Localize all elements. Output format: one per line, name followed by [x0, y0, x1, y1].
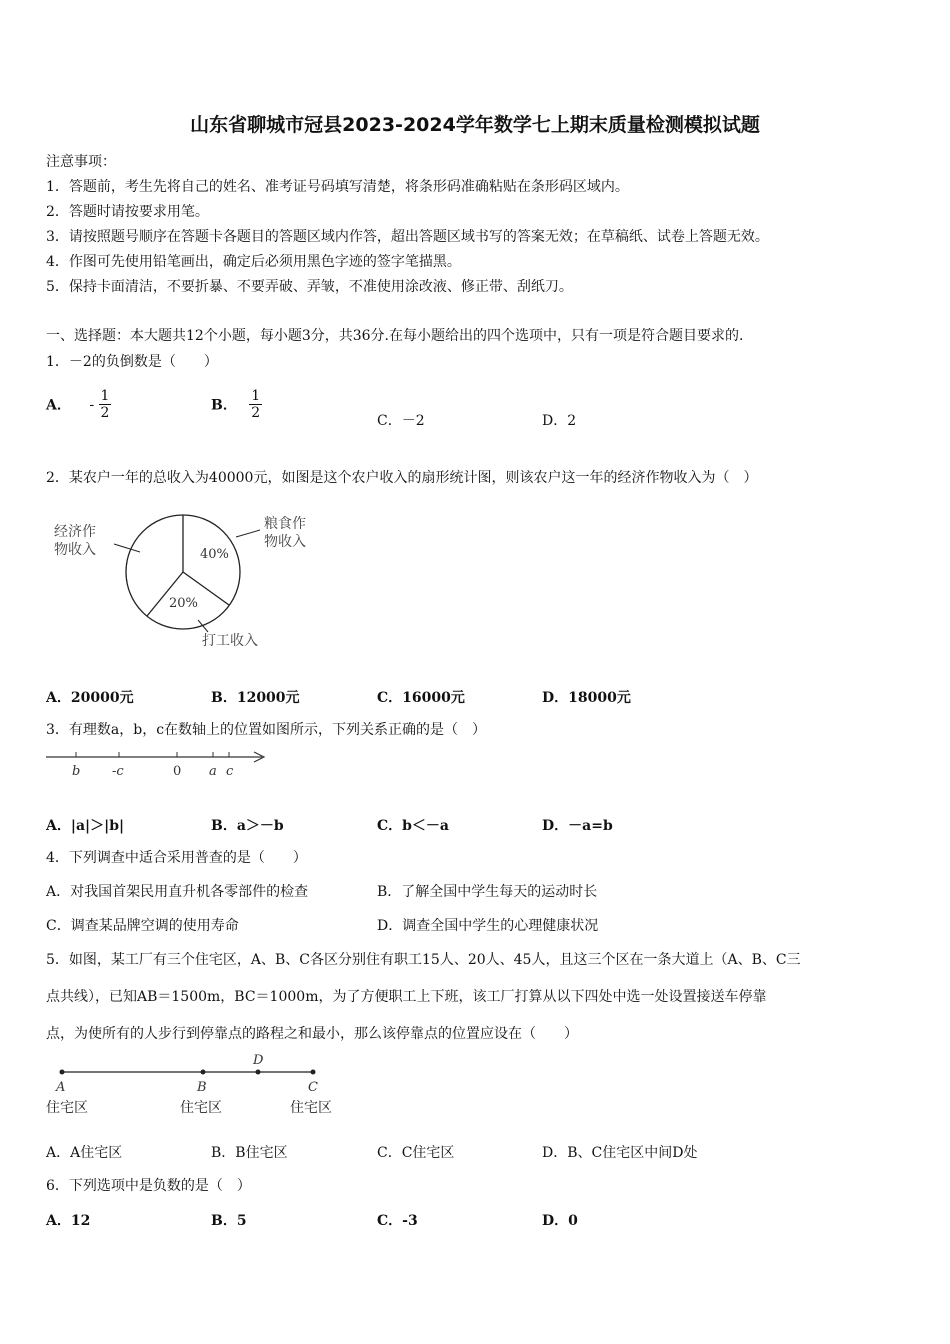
notice-item-5: 5．保持卡面清洁，不要折暴、不要弄破、弄皱，不准使用涂改液、修正带、刮纸刀。 [46, 279, 573, 295]
label-a: A [56, 1080, 66, 1095]
q1-stem: 1．－2的负倒数是（ ） [46, 354, 218, 370]
q5-option-a: A．A住宅区 [46, 1145, 123, 1161]
q6-option-b: B．5 [211, 1213, 247, 1229]
q6-option-c: C．-3 [377, 1213, 418, 1229]
point-d [256, 1070, 261, 1075]
residence-b: 住宅区 [180, 1100, 222, 1116]
q1-option-b-label: B． [211, 397, 237, 414]
q1-option-d: D．2 [542, 413, 577, 429]
notice-heading: 注意事项： [46, 154, 116, 170]
q6-stem: 6．下列选项中是负数的是（ ） [46, 1178, 251, 1194]
label-c: C [308, 1080, 318, 1095]
q4-option-d: D．调查全国中学生的心理健康状况 [377, 918, 599, 934]
q3-option-c: C．b＜－a [377, 818, 450, 834]
q2-option-b: B．12000元 [211, 690, 300, 706]
q4-option-a: A．对我国首架民用直升机各零部件的检查 [46, 884, 309, 900]
q4-stem: 4．下列调查中适合采用普查的是（ ） [46, 850, 307, 866]
pie-label-cash-crop-1: 经济作 [54, 524, 96, 540]
axis-label-neg-c: -c [112, 764, 124, 779]
pie-pct-grain: 40% [200, 547, 229, 562]
point-b [201, 1070, 206, 1075]
q2-option-a: A．20000元 [46, 690, 134, 706]
residence-a: 住宅区 [46, 1100, 88, 1116]
notice-item-1: 1．答题前，考生先将自己的姓名、准考证号码填写清楚，将条形码准确粘贴在条形码区域内。 [46, 179, 629, 195]
axis-label-b: b [72, 764, 81, 779]
axis-label-zero: 0 [173, 764, 182, 779]
q1-option-a-fraction [99, 388, 112, 421]
q3-stem: 3．有理数a，b，c在数轴上的位置如图所示，下列关系正确的是（ ） [46, 722, 487, 738]
q1-option-a [46, 388, 111, 421]
pie-label-cash-crop-2: 物收入 [54, 542, 96, 558]
q3-option-a: A．|a|＞|b| [46, 818, 125, 834]
point-a [60, 1070, 65, 1075]
q1-option-a-num: 1 [100, 388, 110, 404]
q2-option-c: C．16000元 [377, 690, 465, 706]
section-heading: 一、选择题：本大题共12个小题，每小题3分，共36分.在每小题给出的四个选项中，只有一项是符合题目要求的. [46, 328, 744, 344]
residence-c: 住宅区 [290, 1100, 332, 1116]
q1-option-a-den: 2 [100, 405, 110, 421]
point-c [311, 1070, 316, 1075]
pie-pct-work: 20% [169, 596, 198, 611]
q1-option-b [211, 388, 262, 421]
q1-option-b-den: 2 [251, 405, 261, 421]
notice-item-3: 3．请按照题号顺序在答题卡各题目的答题区域内作答，超出答题区域书写的答案无效；在草稿纸、试卷上答题无效。 [46, 229, 769, 245]
axis-label-c: c [226, 764, 234, 779]
q6-option-a: A．12 [46, 1213, 91, 1229]
q3-number-line [40, 744, 280, 784]
q5-stem-line-3: 点，为使所有的人步行到停靠点的路程之和最小，那么该停靠点的位置应设在（ ） [46, 1026, 578, 1042]
q3-option-b: B．a＞－b [211, 818, 284, 834]
axis-label-a: a [209, 764, 217, 779]
q1-option-c: C．－2 [377, 413, 425, 429]
q4-option-b: B．了解全国中学生每天的运动时长 [377, 884, 598, 900]
pie-label-grain-1: 粮食作 [264, 516, 306, 532]
q4-option-c: C．调查某品牌空调的使用寿命 [46, 918, 239, 934]
q5-option-d: D．B、C住宅区中间D处 [542, 1145, 698, 1161]
notice-item-2: 2．答题时请按要求用笔。 [46, 204, 209, 220]
label-d: D [253, 1053, 264, 1068]
q5-stem-line-1: 5．如图，某工厂有三个住宅区，A、B、C各区分别住有职工15人、20人、45人，且这三个区在一条大道上（A、B、C三 [46, 952, 801, 968]
q5-option-b: B．B住宅区 [211, 1145, 288, 1161]
q2-option-d: D．18000元 [542, 690, 631, 706]
q5-stem-line-2: 点共线），已知AB＝1500m，BC＝1000m，为了方便职工上下班，该工厂打算从以下四处中选一处设置接送车停靠 [46, 989, 767, 1005]
pie-leader-left [114, 544, 140, 552]
q3-option-d: D．－a=b [542, 818, 613, 834]
pie-label-work: 打工收入 [202, 633, 258, 649]
pie-leader-right [236, 530, 260, 537]
q2-pie-chart [40, 492, 340, 662]
page-title: 山东省聊城市冠县2023-2024学年数学七上期末质量检测模拟试题 [190, 114, 760, 136]
q6-option-d: D．0 [542, 1213, 578, 1229]
q5-option-c: C．C住宅区 [377, 1145, 455, 1161]
q2-stem: 2．某农户一年的总收入为40000元，如图是这个农户收入的扇形统计图，则该农户这一年的经济作物收入为（ ） [46, 470, 758, 486]
notice-item-4: 4．作图可先使用铅笔画出，确定后必须用黑色字迹的签字笔描黑。 [46, 254, 461, 270]
q5-road-figure [40, 1050, 360, 1120]
q1-option-a-sign: - [89, 396, 95, 413]
q1-option-b-fraction [249, 388, 262, 421]
q1-option-a-label: A． [46, 397, 71, 414]
label-b: B [197, 1080, 207, 1095]
pie-label-grain-2: 物收入 [264, 534, 306, 550]
q1-option-b-num: 1 [251, 388, 261, 404]
